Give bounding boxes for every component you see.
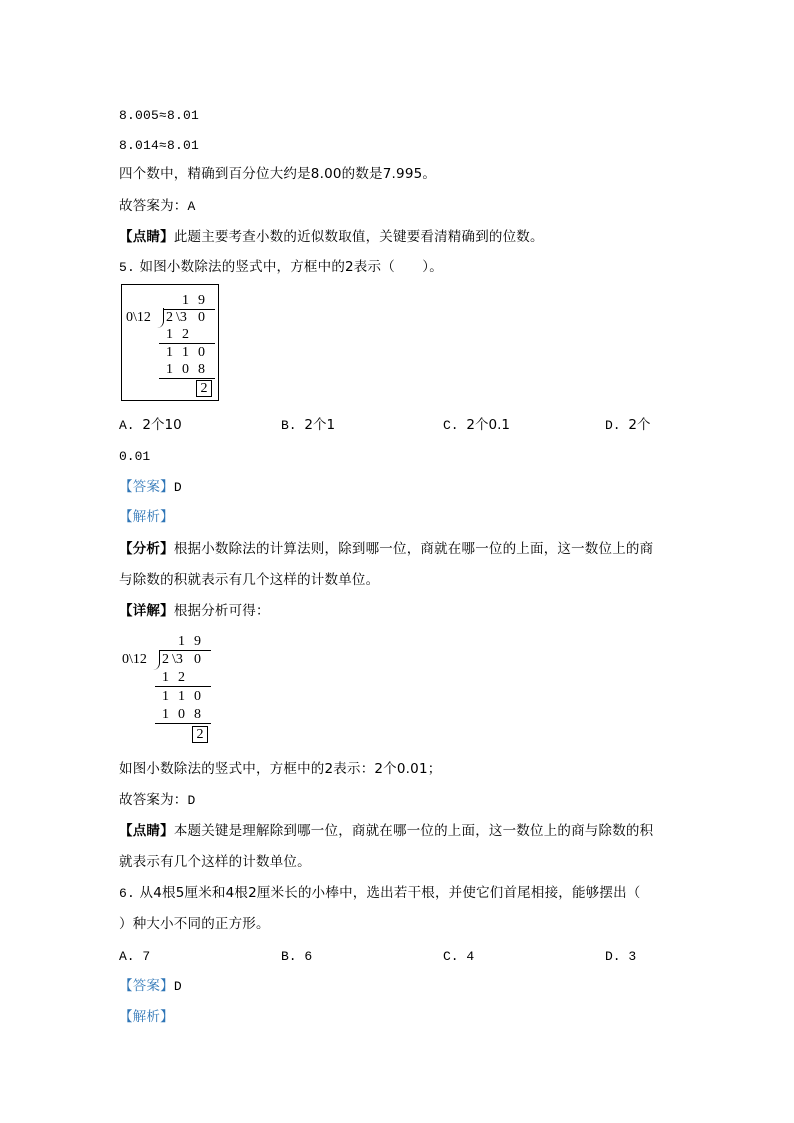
quotient-digit: 9 (198, 293, 205, 308)
comment-text: 本题关键是理解除到哪一位，商就在哪一位的上面，这一数位上的商与除数的积 (173, 823, 654, 839)
divisor: 0\12 (122, 652, 147, 667)
step-digit: 1 (162, 689, 169, 704)
solution-line-1: 8.005≈8.01 (119, 108, 200, 123)
dividend-digit: 2 (162, 652, 169, 667)
step-digit: 8 (198, 362, 205, 377)
q5-final-answer (119, 790, 196, 811)
q6-option-d (605, 947, 636, 967)
option-letter: C. (443, 418, 459, 433)
option-letter: C. (443, 949, 459, 964)
q6-analysis-label: 【解析】 (119, 1009, 174, 1025)
option-text: 2个10 (142, 417, 182, 433)
q5-comment-line-2: 就表示有几个这样的计数单位。 (119, 854, 311, 870)
step-digit: 0 (194, 689, 201, 704)
step-digit: 1 (182, 345, 189, 360)
detail-label: 【详解】 (119, 603, 174, 619)
step-digit: 1 (162, 670, 169, 685)
option-text: 2个1 (304, 417, 336, 433)
answer-value: A (187, 199, 196, 214)
option-letter: B. (281, 418, 297, 433)
subtract-line (159, 343, 215, 344)
fenxi-text: 根据小数除法的计算法则，除到哪一位，商就在哪一位的上面，这一数位上的商 (173, 541, 654, 557)
step-digit: 1 (166, 362, 173, 377)
q5-detail-conclusion: 如图小数除法的竖式中，方框中的2表示：2个0.01； (119, 761, 442, 777)
q5-option-c (443, 415, 510, 436)
fenxi-label: 【分析】 (119, 541, 174, 557)
q6-stem-line-1 (119, 883, 640, 904)
comment-text: 此题主要考查小数的近似数取值，关键要看清精确到的位数。 (173, 229, 544, 245)
subtract-line (155, 686, 211, 687)
prev-comment (119, 227, 544, 247)
subtract-line (155, 723, 211, 724)
q6-stem-text: 从4根5厘米和4根2厘米长的小棒中，选出若干根，并使它们首尾相接，能够摆出（ (139, 885, 641, 901)
q5-option-a (119, 415, 182, 436)
detail-text: 根据分析可得： (173, 603, 270, 619)
division-bar (159, 650, 211, 651)
dividend-digit: \3 (176, 310, 187, 325)
answer-value: D (173, 480, 182, 495)
q5-fenxi-line-2: 与除数的积就表示有几个这样的计数单位。 (119, 572, 380, 588)
option-text: 7 (142, 949, 151, 964)
q5-option-d (605, 415, 651, 436)
option-letter: B. (281, 949, 297, 964)
answer-label: 【答案】 (119, 978, 174, 994)
dividend-digit: 0 (198, 310, 205, 325)
division-bracket (157, 308, 164, 328)
quotient-digit: 1 (182, 293, 189, 308)
step-digit: 8 (194, 707, 201, 722)
step-digit: 2 (182, 327, 189, 342)
q5-answer (119, 477, 182, 498)
option-letter: A. (119, 418, 135, 433)
step-digit: 0 (198, 345, 205, 360)
q5-option-d-wrap: 0.01 (119, 449, 151, 464)
division-bracket (153, 650, 160, 670)
q6-number: 6. (119, 886, 136, 901)
option-text: 4 (466, 949, 475, 964)
quotient-digit: 1 (178, 634, 185, 649)
answer-prefix: 故答案为： (119, 198, 188, 214)
q5-option-b (281, 415, 335, 436)
q6-answer (119, 976, 182, 997)
quotient-digit: 9 (194, 634, 201, 649)
solution-conclusion: 四个数中，精确到百分位大约是8.00的数是7.995。 (119, 166, 437, 182)
q6-option-a (119, 947, 150, 967)
q5-analysis-label: 【解析】 (119, 509, 174, 525)
option-text: 2个0.1 (466, 417, 510, 433)
option-letter: D. (605, 418, 621, 433)
step-digit: 1 (166, 327, 173, 342)
step-digit: 2 (178, 670, 185, 685)
prev-answer-line (119, 196, 196, 217)
answer-value: D (173, 979, 182, 994)
division-figure (121, 284, 219, 401)
remainder-box: 2 (196, 380, 212, 397)
dividend-digit: \3 (172, 652, 183, 667)
option-text: 2个 (628, 417, 651, 433)
answer-value: D (187, 793, 196, 808)
division-figure-detail (117, 630, 215, 747)
q6-option-c (443, 947, 474, 967)
step-digit: 0 (178, 707, 185, 722)
q5-stem (119, 257, 443, 278)
step-digit: 1 (178, 689, 185, 704)
step-digit: 1 (162, 707, 169, 722)
subtract-line (159, 378, 215, 379)
q5-fenxi-line-1 (119, 539, 653, 559)
divisor: 0\12 (126, 310, 151, 325)
q5-stem-text: 如图小数除法的竖式中，方框中的2表示（ ）。 (139, 259, 443, 275)
solution-line-2: 8.014≈8.01 (119, 138, 200, 153)
answer-prefix: 故答案为： (119, 792, 188, 808)
option-letter: D. (605, 949, 621, 964)
option-letter: A. (119, 949, 135, 964)
comment-label: 【点睛】 (119, 823, 174, 839)
q6-stem-line-2: ）种大小不同的正方形。 (119, 916, 270, 932)
option-text: 6 (304, 949, 313, 964)
dividend-digit: 2 (166, 310, 173, 325)
step-digit: 1 (166, 345, 173, 360)
dividend-digit: 0 (194, 652, 201, 667)
q5-number: 5. (119, 260, 136, 275)
option-text: 3 (628, 949, 637, 964)
q5-comment-line-1 (119, 821, 653, 841)
comment-label: 【点睛】 (119, 229, 174, 245)
q5-detail (119, 601, 270, 621)
remainder-box: 2 (192, 726, 208, 743)
answer-label: 【答案】 (119, 479, 174, 495)
step-digit: 0 (182, 362, 189, 377)
q6-option-b (281, 947, 312, 967)
